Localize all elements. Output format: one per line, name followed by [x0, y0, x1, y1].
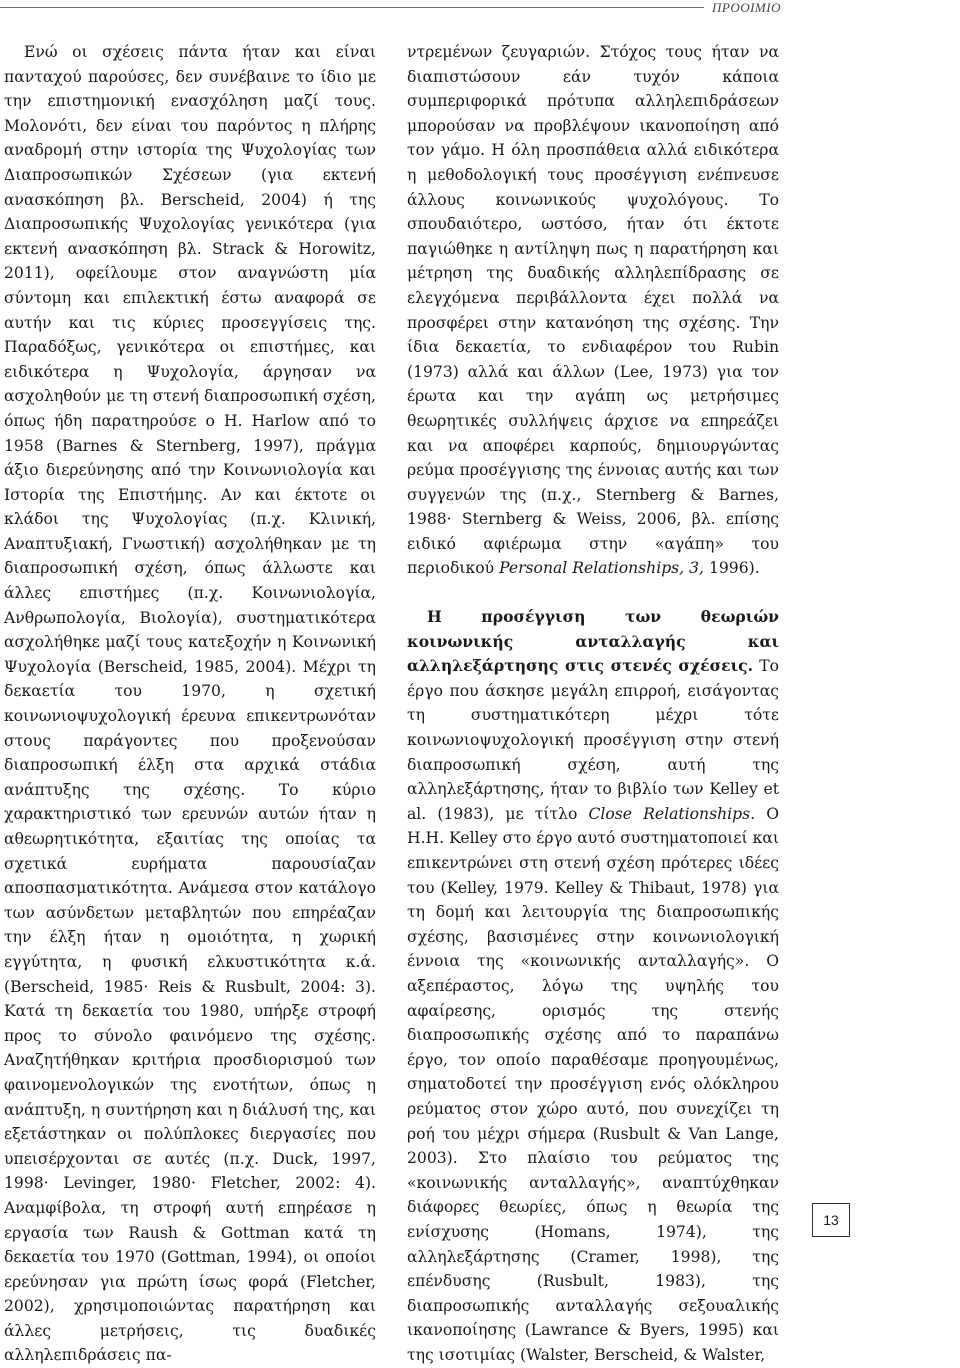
journal-title: Personal Relationships, 3, [499, 559, 704, 578]
book-title: Close Relationships [588, 804, 751, 823]
right-column [407, 40, 779, 1367]
running-head-title: ΠΡΟΟΙΜΙΟ [712, 0, 781, 15]
paragraph-text: Το έργο που άσκησε μεγάλη επιρροή, εισάγοντας τη συστηματικότερη μέχρι τότε κοινωνιοψυχολογική προσέγγιση στην στενή διαπροσωπική σχέση, αυτή της αλληλεξάρτησης, ήταν το βιβλίο των Kelley et al. (1983), με τίτλο [407, 657, 779, 823]
left-column [4, 40, 376, 1368]
paragraph-text: . O H.H. Kelley στο έργο αυτό συστηματοποιεί και επικεντρώνει στη στενή σχέση πρότερες ιδέες του (Kelley, 1979. Kelley & Thibaut, 1978) για τη δομή και λειτουργία της διαπροσωπικής σχέσης, βασισμένες στην κοινωνιολογική έννοια της «κοινωνικής ανταλλαγής». Ο αξεπέραστος, λόγω της υψηλής του αφαίρεσης, ορισμός της στενής διαπροσωπικής σχέσης από το παραπάνω έργο, τον οποίο παραθέσαμε προηγουμένως, σηματοδοτεί την προσέγγιση ενός ολόκληρου ρεύματος στον χώρο αυτό, που συνεχίζει τη ροή του μέχρι σήμερα (Rusbult & Van Lange, 2003). Στο πλαίσιο του ρεύματος της «κοινωνικής ανταλλαγής», αναπτύχθηκαν διάφορες θεωρίες, όπως η θεωρία της ενίσχυσης (Homans, 1974), της αλληλεξάρτησης (Cramer, 1998), της επένδυσης (Rusbult, 1983), της διαπροσωπικής ανταλλαγής σεξουαλικής ικανοποίησης (Lawrance & Byers, 1995) και της ισοτιμίας (Walster, Berscheid, & Walster, [407, 804, 780, 1364]
section-paragraph [407, 605, 779, 1367]
paragraph-text: 1996). [703, 559, 760, 578]
section-heading: Η προσέγγιση των θεωριών κοινωνικής ανταλλαγής και αλληλεξάρτησης στις στενές σχέσεις. [407, 607, 779, 676]
header-rule [0, 7, 704, 8]
body-paragraph-continued [407, 40, 779, 581]
page-number: 13 [812, 1203, 850, 1237]
paragraph-text: ντρεμένων ζευγαριών. Στόχος τους ήταν να διαπιστώσουν εάν τυχόν κάποια συμπεριφορικά πρότυπα αλληλεπιδράσεων μπορούσαν να προβλέψουν ικανοποίηση από τον γάμο. Η όλη προσπάθεια αλλά ειδικότερα η μεθοδολογική τους προσέγγιση ενέπνευσε άλλους κοινωνικούς ψυχολόγους. Το σπουδαιότερο, ωστόσο, ήταν ότι έκτοτε παγιώθηκε η αντίληψη πως η παρατήρηση και μέτρηση της δυαδικής αλληλεπίδρασης σε ελεγχόμενα περιβάλλοντα έχει πολλά να προσφέρει στην κατανόηση της σχέσης. Την ίδια δεκαετία, το ενδιαφέρον του Rubin (1973) αλλά και άλλων (Lee, 1973) για τον έρωτα και την αγάπη ως μετρήσιμες θεωρητικές συλλήψεις άρχισε να επηρεάζει και να αποφέρει καρπούς, δημιουργώντας ρεύμα προσέγγισης της έννοιας αυτής και των συγγενών της (π.χ., Sternberg & Barnes, 1988· Sternberg & Weiss, 2006, βλ. επίσης ειδικό αφιέρωμα στην «αγάπη» του περιοδικού [407, 43, 779, 578]
body-paragraph: Ενώ οι σχέσεις πάντα ήταν και είναι πανταχού παρούσες, δεν συνέβαινε το ίδιο με την επιστημονική ενασχόληση μαζί τους. Μολονότι, δεν είναι του παρόντος η πλήρης αναδρομή στην ιστορία της Ψυχολογίας των Διαπροσωπικών Σχέσεων (για εκτενή ανασκόπηση βλ. Berscheid, 2004) ή της Διαπροσωπικής Ψυχολογίας γενικότερα (για εκτενή ανασκόπηση βλ. Strack & Horowitz, 2011), οφείλουμε στον αναγνώστη μία σύντομη και επιλεκτική έστω αναφορά σε αυτήν και τις κύριες προσεγγίσεις της. Παραδόξως, γενικότερα οι επιστήμες, και ειδικότερα η Ψυχολογία, άργησαν να ασχοληθούν με τη στενή διαπροσωπική σχέση, όπως ήδη παρατηρούσε ο Η. Harlow από το 1958 (Barnes & Sternberg, 1997), πράγμα άξιο διερεύνησης από την Κοινωνιολογία και Ιστορία της Επιστήμης. Αν και έκτοτε οι κλάδοι της Ψυχολογίας (π.χ. Κλινική, Αναπτυξιακή, Γνωστική) ασχολήθηκαν με τη διαπροσωπική σχέση, όπως άλλωστε και άλλες επιστήμες (π.χ. Κοινωνιολογία, Ανθρωπολογία, Βιολογία), συστηματικότερα ασχολήθηκε μαζί τους κατεξοχήν η Κοινωνική Ψυχολογία (Berscheid, 1985, 2004). Μέχρι τη δεκαετία του 1970, η σχετική κοινωνιοψυχολογική έρευνα επικεντρωνόταν στους παράγοντες που προξενούσαν διαπροσωπική έλξη στα αρχικά στάδια ανάπτυξης της σχέσης. Το κύριο χαρακτηριστικό των ερευνών αυτών ήταν η αθεωρητικότητα, εξαιτίας της οποίας τα σχετικά ευρήματα παρουσίαζαν αποσπασματικότητα. Ανάμεσα στον κατάλογο των ασύνδετων μεταβλητών που επηρέαζαν την έλξη ήταν η ομοιότητα, η χωρική εγγύτητα, η φυσική ελκυστικότητα κ.ά. (Berscheid, 1985· Reis & Rusbult, 2004: 3). Κατά τη δεκαετία του 1980, υπήρξε στροφή προς το σύνολο φαινόμενο της σχέσης. Αναζητήθηκαν κριτήρια προσδιορισμού των φαινομενολογικών της ενοτήτων, όπως η ανάπτυξη, η συντήρηση και η διάλυσή της, και εξετάστηκαν οι πολύπλοκες διεργασίες που υπεισέρχονται σε αυτές (π.χ. Duck, 1997, 1998· Levinger, 1980· Fletcher, 2002: 4). Αναμφίβολα, τη στροφή αυτή επηρέασε η εργασία των Raush & Gottman κατά τη δεκαετία του 1970 (Gottman, 1994), οι οποίοι ερεύνησαν για πρώτη ίσως φορά (Fletcher, 2002), χρησιμοποιώντας παρατήρηση και άλλες μετρήσεις, τις δυαδικές αλληλεπιδράσεις πα- [4, 43, 376, 1365]
